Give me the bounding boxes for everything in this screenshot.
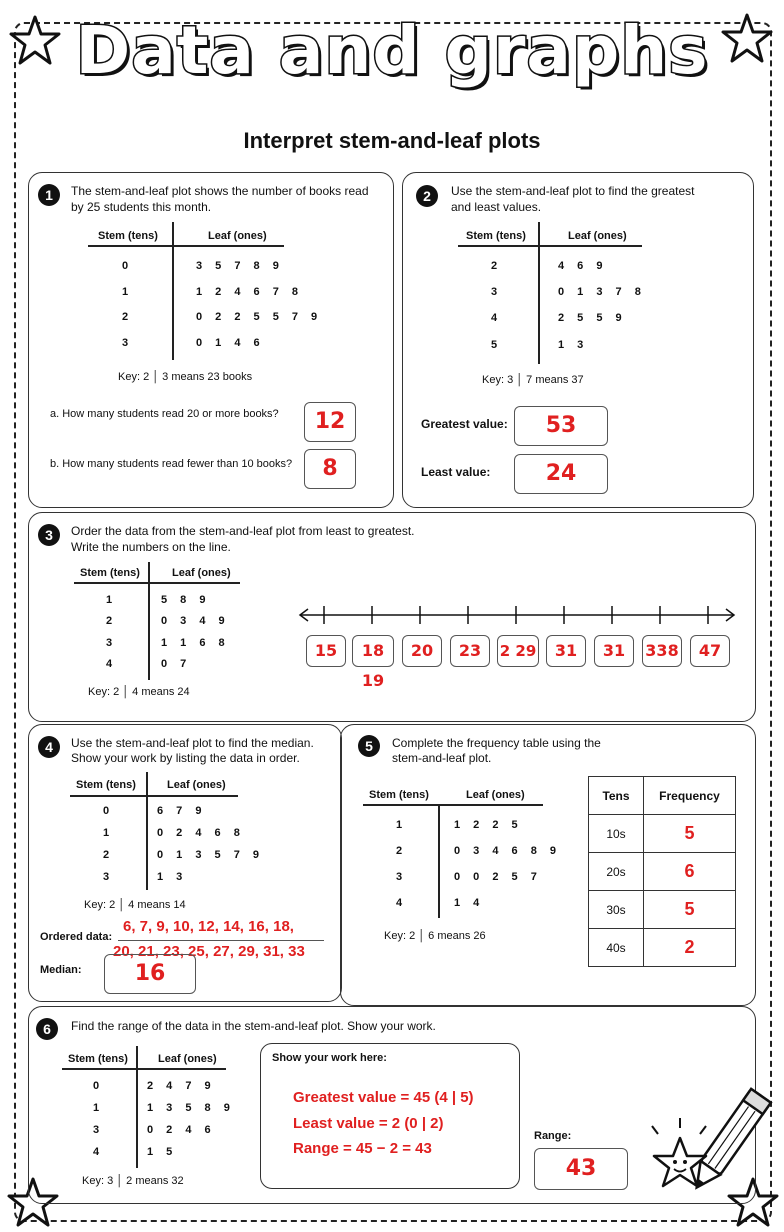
ordered-answer-box[interactable]: 31	[594, 635, 634, 667]
leaf-values: 0 2 4 6	[147, 1124, 216, 1136]
pencil-star-icon	[640, 1080, 774, 1214]
page-subtitle: Interpret stem-and-leaf plots	[243, 128, 541, 153]
leaf-values: 4 6 9	[558, 260, 608, 272]
stem-value: 2	[105, 615, 113, 627]
stem-value: 5	[490, 339, 498, 351]
stem-value: 0	[121, 260, 129, 272]
least-label: Least value:	[421, 465, 491, 479]
plot-divider	[74, 582, 240, 584]
stem-value: 3	[395, 871, 403, 883]
frequency-answer[interactable]: 5	[644, 891, 736, 929]
answer-a[interactable]: 12	[304, 402, 356, 442]
problem-4-text: Show your work by listing the data in order.	[71, 751, 300, 765]
problem-3-text: Order the data from the stem-and-leaf plot from least to greatest.	[71, 524, 415, 538]
plot-key: Key: 2 │ 6 means 26	[384, 930, 486, 942]
stem-header: Stem (tens)	[369, 789, 429, 801]
stem-value: 3	[105, 637, 113, 649]
stem-value: 2	[102, 849, 110, 861]
leaf-values: 0 2 2 5 5 7 9	[196, 311, 323, 323]
plot-divider	[62, 1068, 226, 1070]
ordered-answer-box[interactable]: 338	[642, 635, 682, 667]
work-line: Least value = 2 (0 | 2)	[293, 1115, 444, 1132]
question-a: a. How many students read 20 or more books?	[50, 408, 279, 420]
stem-value: 0	[92, 1080, 100, 1092]
leaf-values: 0 7	[161, 658, 192, 670]
problem-4-number: 4	[38, 736, 60, 758]
ordered-answer-box[interactable]: 47	[690, 635, 730, 667]
leaf-values: 2 5 5 9	[558, 312, 627, 324]
problem-3-number: 3	[38, 524, 60, 546]
leaf-header: Leaf (ones)	[158, 1053, 217, 1065]
plot-divider	[538, 222, 540, 364]
problem-5-text: Complete the frequency table using the	[392, 736, 601, 750]
ordered-answer-box[interactable]: 31	[546, 635, 586, 667]
leaf-values: 0 0 2 5 7	[454, 871, 542, 883]
frequency-answer[interactable]: 6	[644, 853, 736, 891]
number-line	[296, 602, 738, 628]
work-line: Range = 45 − 2 = 43	[293, 1140, 432, 1157]
median-answer[interactable]: 16	[104, 954, 196, 994]
leaf-values: 1 3	[157, 871, 188, 883]
stem-value: 1	[121, 286, 129, 298]
table-cell: 10s	[589, 815, 644, 853]
plot-divider	[438, 806, 440, 918]
plot-divider	[88, 245, 284, 247]
leaf-values: 1 5	[147, 1146, 178, 1158]
leaf-values: 0 3 4 6 8 9	[454, 845, 561, 857]
ordered-answer-box[interactable]: 23	[450, 635, 490, 667]
leaf-values: 1 2 2 5	[454, 819, 523, 831]
frequency-table	[588, 776, 736, 967]
plot-divider	[136, 1046, 138, 1168]
plot-key: Key: 2 │ 4 means 24	[88, 686, 190, 698]
leaf-values: 0 1 3 7 8	[558, 286, 646, 298]
ordered-answer-box[interactable]: 18 19	[352, 635, 394, 667]
stem-value: 3	[92, 1124, 100, 1136]
answer-line	[118, 940, 324, 941]
greatest-label: Greatest value:	[421, 417, 508, 431]
stem-value: 2	[121, 311, 129, 323]
leaf-values: 3 5 7 8 9	[196, 260, 284, 272]
leaf-values: 0 1 4 6	[196, 337, 265, 349]
stem-value: 3	[121, 337, 129, 349]
stem-header: Stem (tens)	[68, 1053, 128, 1065]
leaf-values: 0 1 3 5 7 9	[157, 849, 264, 861]
problem-2-text: Use the stem-and-leaf plot to find the greatest and least values.	[451, 184, 695, 214]
stem-header: Stem (tens)	[80, 567, 140, 579]
least-answer[interactable]: 24	[514, 454, 608, 494]
leaf-values: 1 2 4 6 7 8	[196, 286, 303, 298]
stem-value: 0	[102, 805, 110, 817]
ordered-data-line-2: 20, 21, 23, 25, 27, 29, 31, 33	[113, 943, 305, 960]
frequency-answer[interactable]: 5	[644, 815, 736, 853]
leaf-header: Leaf (ones)	[568, 230, 627, 242]
leaf-values: 0 3 4 9	[161, 615, 230, 627]
table-cell: 30s	[589, 891, 644, 929]
work-line: Greatest value = 45 (4 | 5)	[293, 1089, 474, 1106]
leaf-header: Leaf (ones)	[167, 779, 226, 791]
ordered-answer-box[interactable]: 15	[306, 635, 346, 667]
leaf-values: 6 7 9	[157, 805, 207, 817]
ordered-data-line-1: 6, 7, 9, 10, 12, 14, 16, 18,	[123, 918, 294, 935]
frequency-answer[interactable]: 2	[644, 929, 736, 967]
plot-key: Key: 3 │ 2 means 32	[82, 1175, 184, 1187]
leaf-values: 1 1 6 8	[161, 637, 230, 649]
question-b: b. How many students read fewer than 10 books?	[50, 458, 293, 470]
problem-5-text: stem-and-leaf plot.	[392, 751, 492, 765]
stem-value: 4	[490, 312, 498, 324]
leaf-values: 0 2 4 6 8	[157, 827, 245, 839]
problem-2-number: 2	[416, 185, 438, 207]
ordered-data-label: Ordered data:	[40, 931, 113, 943]
ordered-answer-box[interactable]: 2 29	[497, 635, 539, 667]
plot-key: Key: 2 │ 4 means 14	[84, 899, 186, 911]
problem-6-number: 6	[36, 1018, 58, 1040]
range-answer[interactable]: 43	[534, 1148, 628, 1190]
table-cell: 20s	[589, 853, 644, 891]
stem-value: 1	[92, 1102, 100, 1114]
problem-5-number: 5	[358, 735, 380, 757]
plot-key: Key: 2 │ 3 means 23 books	[118, 371, 253, 383]
leaf-values: 1 4	[454, 897, 485, 909]
plot-key: Key: 3 │ 7 means 37	[482, 374, 584, 386]
stem-value: 4	[105, 658, 113, 670]
leaf-values: 5 8 9	[161, 594, 211, 606]
leaf-values: 2 4 7 9	[147, 1080, 216, 1092]
stem-value: 3	[102, 871, 110, 883]
leaf-values: 1 3	[558, 339, 589, 351]
table-header: Frequency	[644, 777, 736, 815]
work-label: Show your work here:	[272, 1052, 387, 1064]
plot-divider	[148, 562, 150, 680]
problem-6-text: Find the range of the data in the stem-and-leaf plot. Show your work.	[71, 1019, 436, 1033]
problem-4-text: Use the stem-and-leaf plot to find the median.	[71, 736, 314, 750]
stem-value: 1	[395, 819, 403, 831]
plot-divider	[458, 245, 642, 247]
leaf-header: Leaf (ones)	[466, 789, 525, 801]
stem-value: 4	[395, 897, 403, 909]
stem-header: Stem (tens)	[76, 779, 136, 791]
stem-value: 2	[490, 260, 498, 272]
answer-b[interactable]: 8	[304, 449, 356, 489]
stem-value: 4	[92, 1146, 100, 1158]
leaf-header: Leaf (ones)	[172, 567, 231, 579]
plot-divider	[172, 222, 174, 360]
problem-1-text: The stem-and-leaf plot shows the number of books read by 25 students this month.	[71, 184, 369, 214]
plot-divider	[363, 804, 543, 806]
median-label: Median:	[40, 964, 82, 976]
leaf-values: 1 3 5 8 9	[147, 1102, 235, 1114]
table-header: Tens	[589, 777, 644, 815]
page-title: Data and graphs	[75, 12, 709, 89]
problem-3-text: Write the numbers on the line.	[71, 540, 231, 554]
stem-value: 2	[395, 845, 403, 857]
stem-value: 1	[102, 827, 110, 839]
plot-divider	[70, 795, 238, 797]
stem-value: 1	[105, 594, 113, 606]
problem-1-number: 1	[38, 184, 60, 206]
greatest-answer[interactable]: 53	[514, 406, 608, 446]
plot-divider	[146, 772, 148, 890]
stem-value: 3	[490, 286, 498, 298]
stem-header: Stem (tens)	[466, 230, 526, 242]
ordered-answer-box[interactable]: 20	[402, 635, 442, 667]
stem-header: Stem (tens)	[98, 230, 158, 242]
range-label: Range:	[534, 1130, 572, 1142]
leaf-header: Leaf (ones)	[208, 230, 267, 242]
table-cell: 40s	[589, 929, 644, 967]
